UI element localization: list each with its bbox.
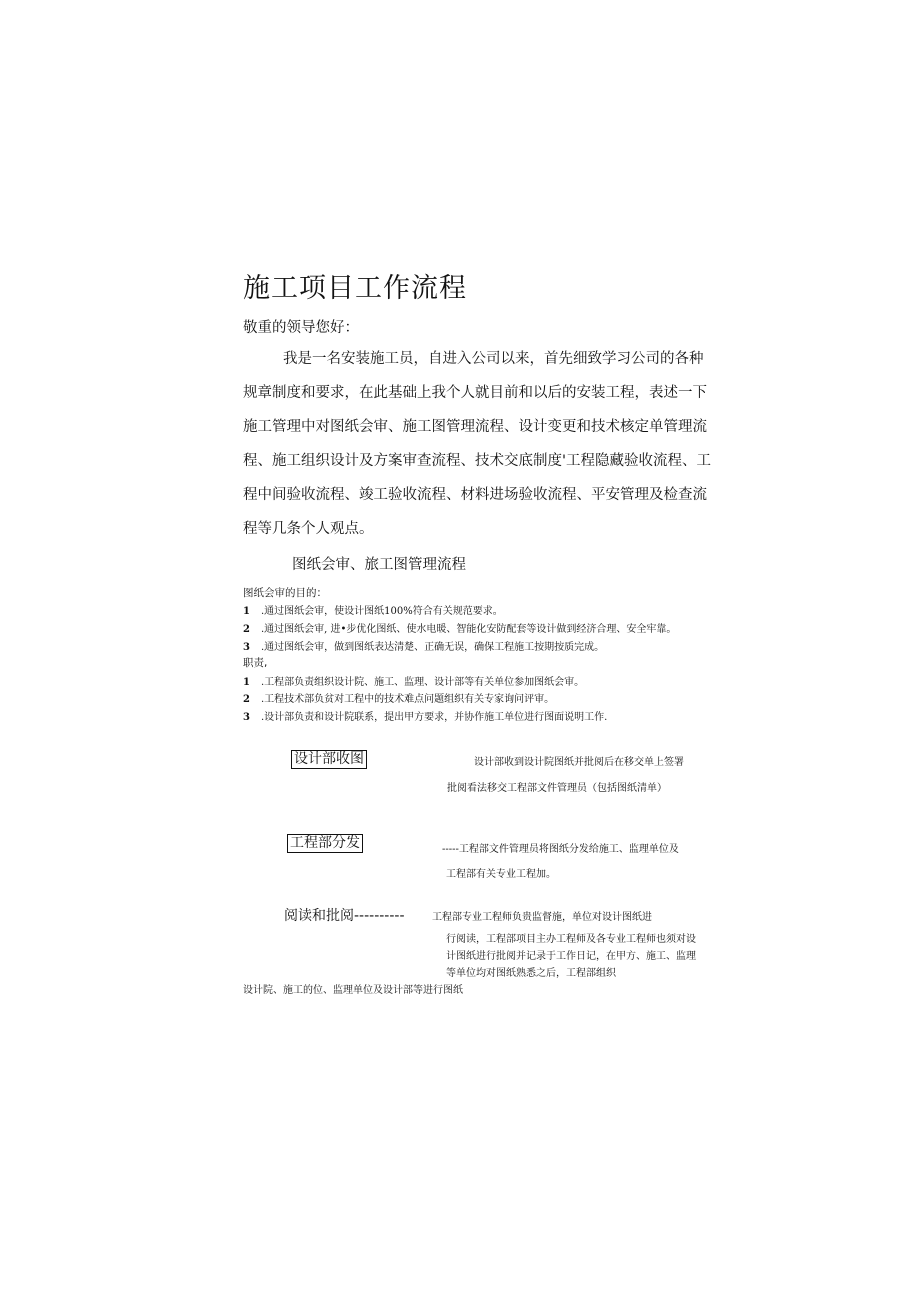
intro-line: 规章制度和要求，在此基础上我个人就目前和以后的安装工程，表述一下 — [243, 385, 707, 401]
duties-item-number: 2 — [243, 694, 250, 705]
purpose-item — [243, 620, 676, 635]
flow-step3-desc: 计图纸进行批阅并记录于工作日记，在甲方、施工、监理 — [446, 951, 696, 962]
duties-item-number: 3 — [243, 712, 250, 723]
duties-item — [243, 708, 607, 723]
flow-step-design-receive: 设计部收图 — [291, 750, 367, 769]
duties-item-text: .设计部负责和设计院联系，提出甲方要求，并协作施工单位进行图面说明工作. — [261, 712, 608, 723]
purpose-item-number: 1 — [243, 606, 250, 617]
page-title: 施工项目工作流程 — [243, 273, 467, 304]
flow-step-review: 阅读和批阅---------- — [284, 908, 405, 924]
purpose-heading: 图纸会审的目的： — [243, 587, 327, 599]
purpose-item-text: .通过图纸会审，做到图纸表达清楚、正确无误，确保工程施工按期按质完成。 — [261, 642, 605, 653]
duties-item-text: .工程部负责组织设计院、施工、监理、设计部等有关单位参加图纸会审。 — [261, 677, 585, 688]
duties-item — [243, 673, 584, 688]
intro-line: 程中间验收流程、竣工验收流程、材料进场验收流程、平安管理及检查流 — [243, 487, 707, 503]
purpose-item-number: 3 — [243, 642, 250, 653]
flow-step3-desc: 设计院、施工的位、监理单位及设计部等进行图纸 — [243, 985, 463, 996]
flow-step2-desc: -----工程部文件管理员将图纸分发给施工、监理单位及 — [442, 844, 679, 855]
intro-line: 我是一名安装施工员，自进入公司以来，首先细致学习公司的各种 — [283, 351, 704, 367]
purpose-item — [243, 638, 604, 653]
flow-step1-desc: 批阅看法移交工程部文件管理员（包括图纸清单） — [447, 783, 667, 794]
intro-line: 程、施工组织设计及方案审查流程、技术交底制度'工程隐藏验收流程、工 — [243, 453, 711, 469]
flow-step3-desc: 等单位均对图纸熟悉之后，工程部组织 — [446, 968, 616, 979]
intro-paragraph — [243, 344, 723, 548]
purpose-item-number: 2 — [243, 624, 250, 635]
intro-line: 施工管理中对图纸会审、施工图管理流程、设计变更和技术核定单管理流 — [243, 419, 707, 435]
intro-line: 程等几条个人观点。 — [243, 521, 374, 537]
duties-item — [243, 690, 554, 705]
duties-item-text: .工程技术部负贫对工程中的技术难点问题组织有关专家询问评审。 — [261, 694, 555, 705]
greeting: 敬重的领导您好： — [243, 320, 359, 336]
duties-item-number: 1 — [243, 677, 250, 688]
purpose-item — [243, 602, 503, 617]
flow-step2-desc: 工程部有关专业工程加。 — [446, 869, 556, 880]
flow-step-distribute: 工程部分发 — [287, 834, 363, 853]
purpose-item-text: .通过图纸会审, 进•步优化图纸、使水电暖、智能化安防配套等设计做到经济合理、安全牢靠。 — [261, 624, 677, 635]
purpose-item-text: .通过图纸会审，使设计图纸100%符合有关规范要求。 — [261, 606, 503, 617]
flow-step1-desc: 设计部收到设计院图纸并批阅后在移交单上签署 — [474, 757, 684, 768]
duties-heading: 职责, — [243, 657, 268, 669]
section-title: 图纸会审、旅工图管理流程 — [292, 557, 466, 573]
flow-step3-desc: 行阅读，工程部项目主办工程师及各专业工程师也须对设 — [446, 934, 696, 945]
flow-step3-desc: 工程部专业工程师负贵监督施，单位对设计图纸进 — [432, 912, 652, 923]
